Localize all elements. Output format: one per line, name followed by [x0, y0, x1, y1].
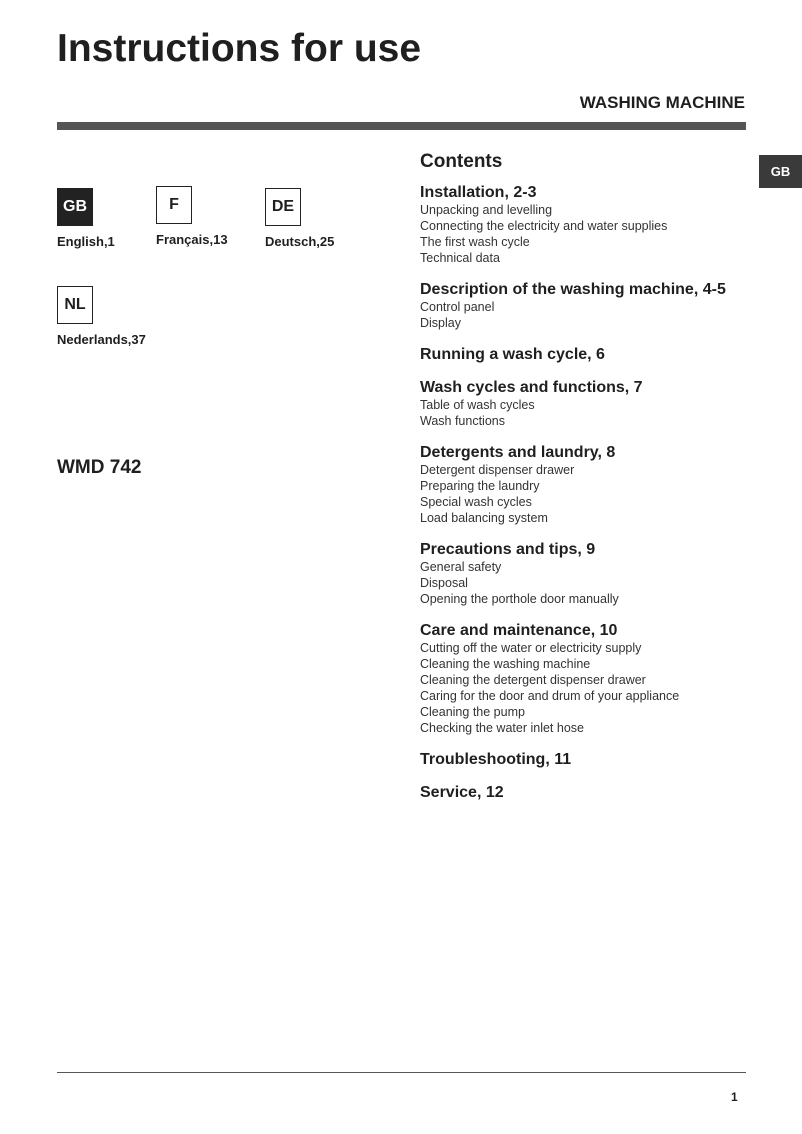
section-item[interactable]: Cleaning the washing machine: [420, 657, 591, 671]
section-item[interactable]: Unpacking and levelling: [420, 203, 553, 217]
section-item-list: [420, 397, 755, 429]
page-number: 1: [731, 1090, 738, 1104]
section-title[interactable]: Description of the washing machine, 4-5: [420, 281, 726, 298]
section-item[interactable]: Wash functions: [420, 414, 505, 428]
section-item[interactable]: Preparing the laundry: [420, 479, 540, 493]
section-item[interactable]: Opening the porthole door manually: [420, 592, 619, 606]
section-item[interactable]: Cleaning the pump: [420, 705, 525, 719]
section-title[interactable]: Installation, 2-3: [420, 184, 537, 201]
document-title: Instructions for use: [57, 27, 422, 70]
section-item[interactable]: Caring for the door and drum of your appliance: [420, 689, 680, 703]
contents-section: [420, 379, 755, 429]
section-title[interactable]: Care and maintenance, 10: [420, 622, 618, 639]
section-title[interactable]: Detergents and laundry, 8: [420, 444, 616, 461]
language-link-de[interactable]: [265, 188, 365, 249]
section-item[interactable]: Cutting off the water or electricity supply: [420, 641, 642, 655]
document-subtitle: WASHING MACHINE: [579, 93, 745, 112]
section-title[interactable]: Running a wash cycle, 6: [420, 346, 605, 363]
contents-section: [420, 346, 755, 364]
model-number: WMD 742: [57, 457, 142, 478]
section-item[interactable]: Display: [420, 316, 461, 330]
language-link-gb[interactable]: [57, 188, 157, 249]
section-item-list: [420, 299, 755, 331]
language-link-f[interactable]: [156, 186, 256, 247]
section-item[interactable]: The first wash cycle: [420, 235, 530, 249]
contents-section: [420, 444, 755, 526]
section-item[interactable]: Table of wash cycles: [420, 398, 535, 412]
language-code-box: GB: [57, 188, 93, 226]
language-label: Français,13: [156, 232, 228, 247]
contents-section: [420, 184, 755, 266]
language-label: Nederlands,37: [57, 332, 146, 347]
section-item-list: [420, 559, 755, 607]
contents-section: [420, 751, 755, 769]
section-item[interactable]: Checking the water inlet hose: [420, 721, 584, 735]
contents-section: [420, 541, 755, 607]
contents-section: [420, 784, 755, 802]
contents-section-list: [420, 184, 755, 802]
section-title[interactable]: Wash cycles and functions, 7: [420, 379, 643, 396]
contents-section: [420, 281, 755, 331]
section-item[interactable]: General safety: [420, 560, 502, 574]
section-title[interactable]: Service, 12: [420, 784, 504, 801]
footer-divider: [57, 1072, 746, 1073]
section-item[interactable]: Special wash cycles: [420, 495, 532, 509]
language-code-box: NL: [57, 286, 93, 324]
section-item[interactable]: Cleaning the detergent dispenser drawer: [420, 673, 646, 687]
section-item[interactable]: Technical data: [420, 251, 500, 265]
language-label: Deutsch,25: [265, 234, 335, 249]
section-item[interactable]: Load balancing system: [420, 511, 548, 525]
contents-heading: Contents: [420, 151, 503, 172]
section-item-list: [420, 640, 755, 736]
language-side-tab: GB: [759, 155, 802, 188]
section-item[interactable]: Control panel: [420, 300, 495, 314]
section-title[interactable]: Precautions and tips, 9: [420, 541, 596, 558]
section-item[interactable]: Connecting the electricity and water supplies: [420, 219, 668, 233]
language-link-nl[interactable]: [57, 286, 157, 347]
section-item-list: [420, 462, 755, 526]
language-code-box: F: [156, 186, 192, 224]
language-code-box: DE: [265, 188, 301, 226]
section-item[interactable]: Disposal: [420, 576, 468, 590]
table-of-contents: [420, 150, 755, 817]
section-item-list: [420, 202, 755, 266]
section-title[interactable]: Troubleshooting, 11: [420, 751, 572, 768]
section-item[interactable]: Detergent dispenser drawer: [420, 463, 575, 477]
contents-section: [420, 622, 755, 736]
language-label: English,1: [57, 234, 115, 249]
header-divider: [57, 122, 746, 130]
